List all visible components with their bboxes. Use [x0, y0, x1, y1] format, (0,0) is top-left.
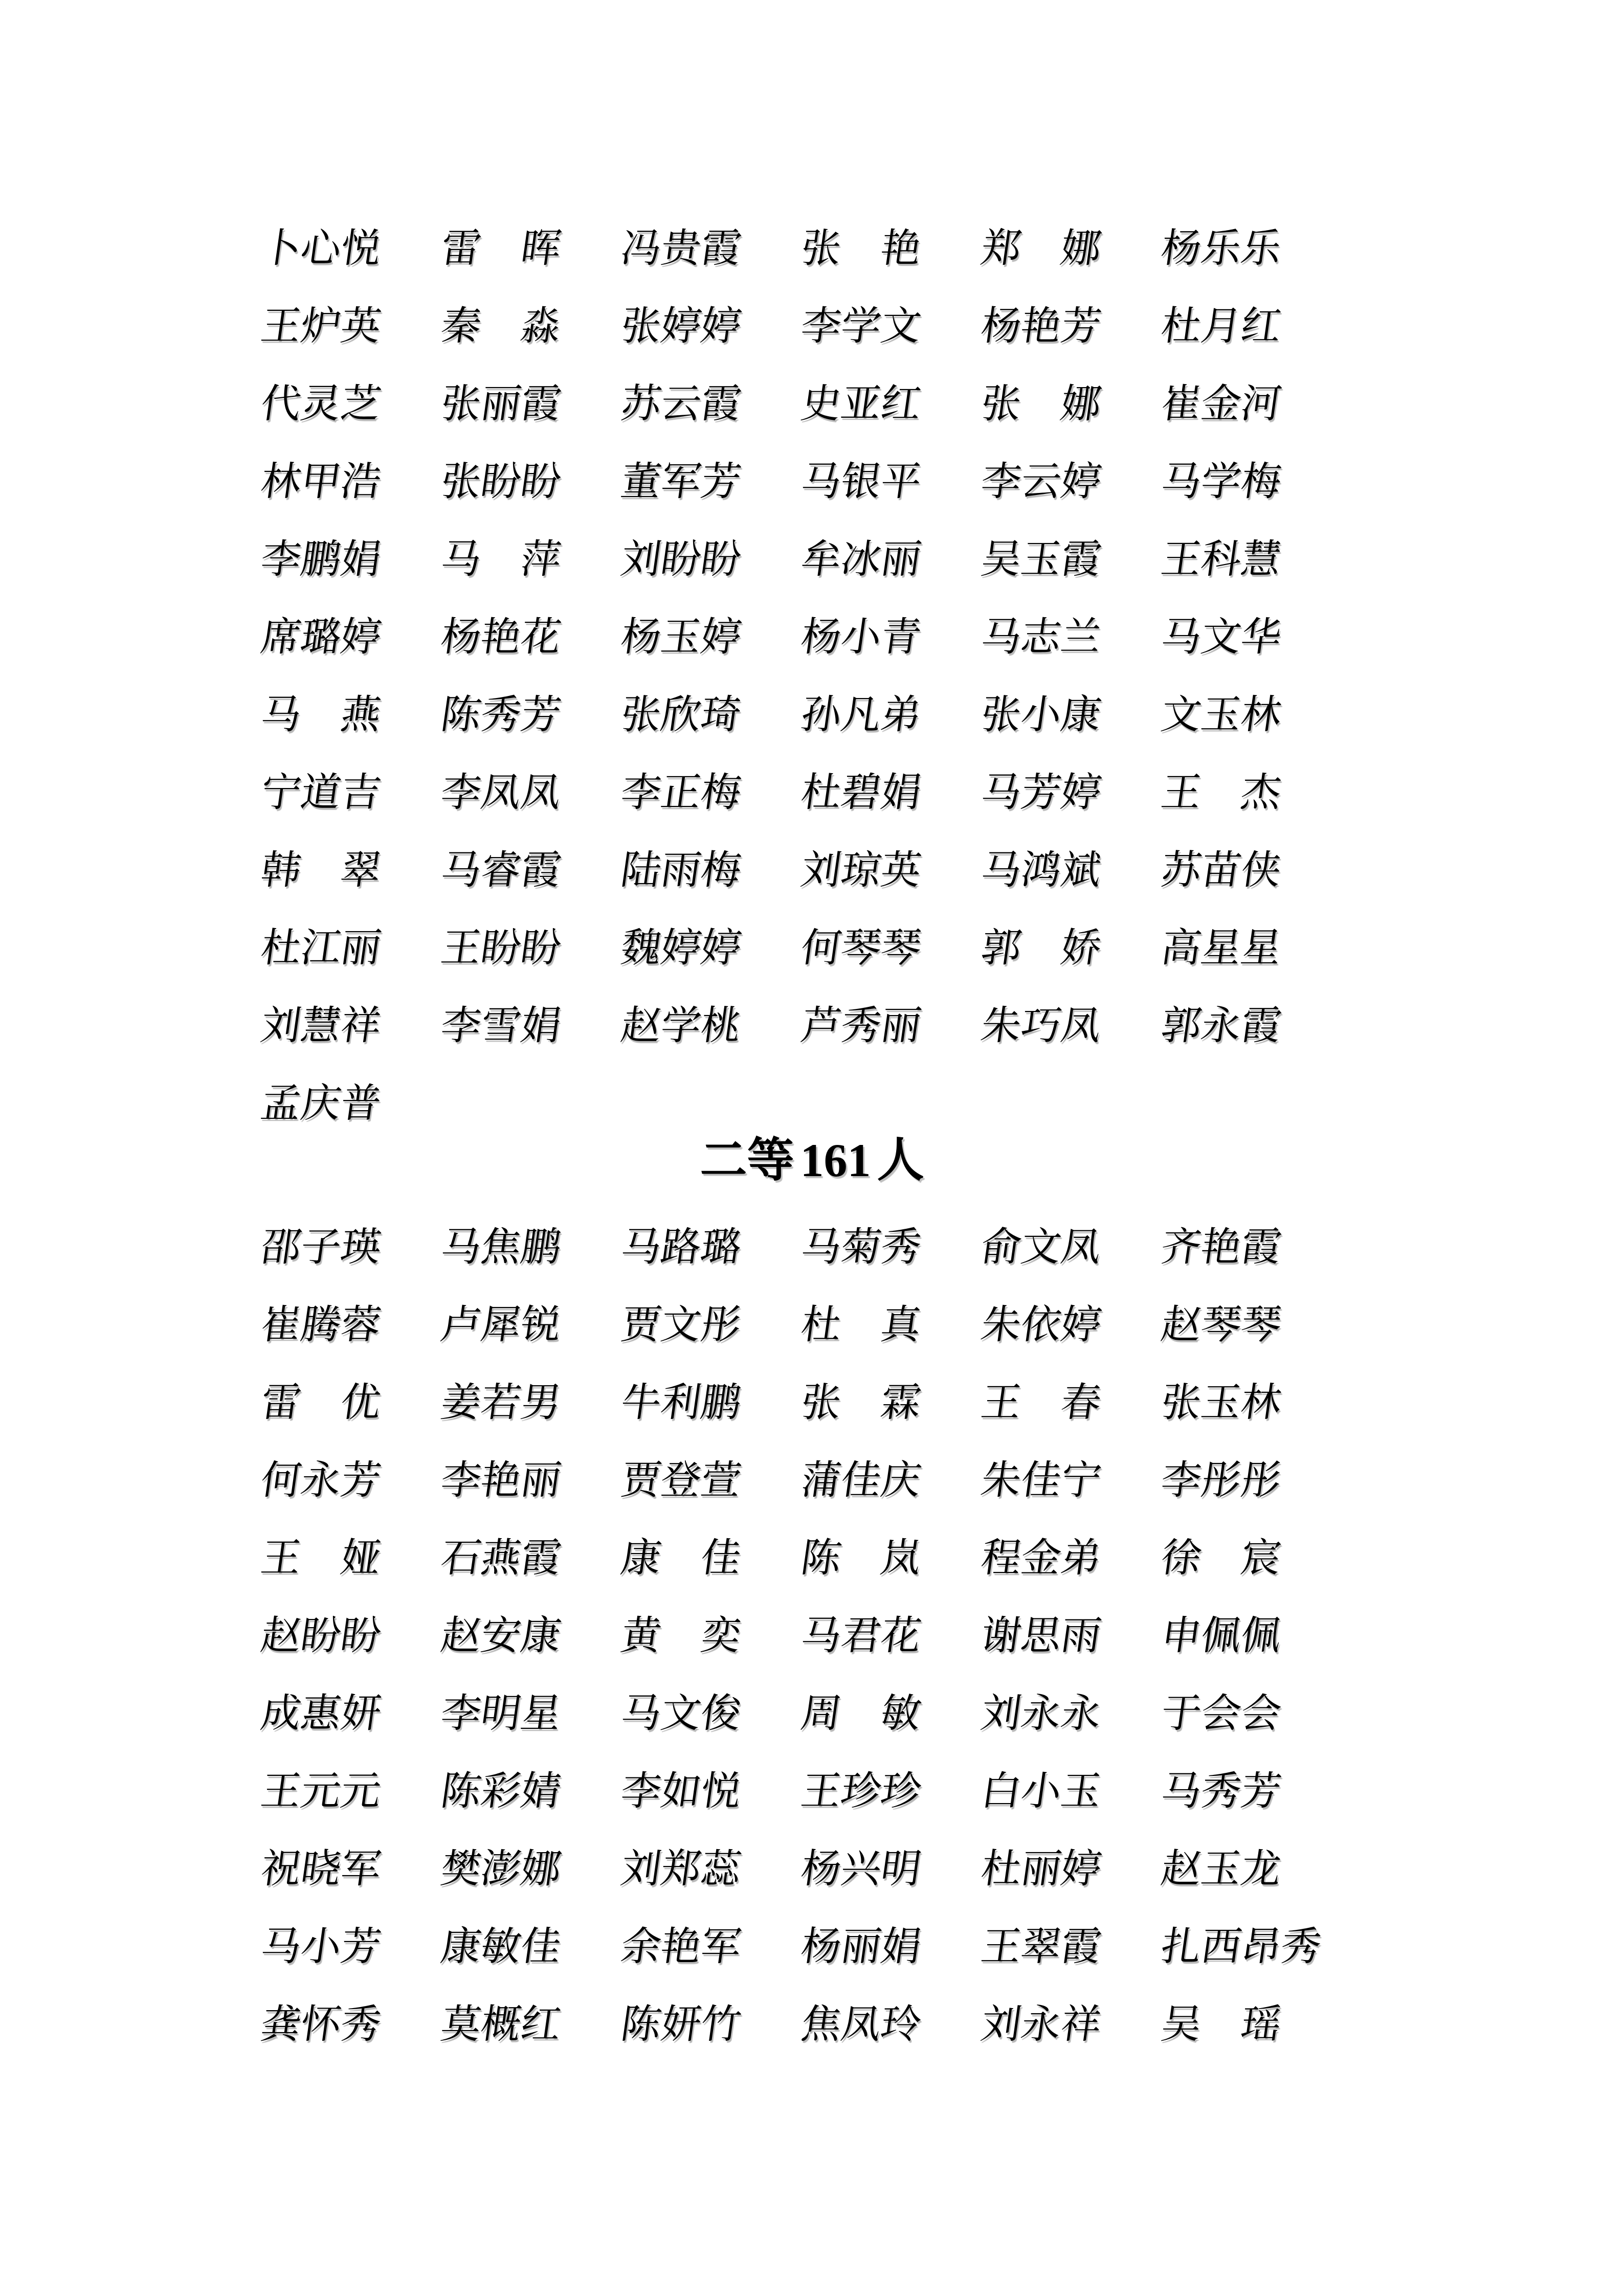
person-name [798, 1924, 924, 1969]
person-name [978, 1380, 1104, 1425]
person-name [258, 1003, 384, 1048]
person-name-text: 陈妍竹 [618, 2002, 744, 2046]
person-name-text: 陈彩婧 [438, 1769, 564, 1813]
person-name-text: 杨乐乐 [1158, 226, 1284, 271]
person-name [798, 1003, 924, 1048]
person-name-text: 芦秀丽 [798, 1003, 924, 1048]
person-name [798, 537, 924, 581]
person-name-text: 李明星 [438, 1691, 564, 1736]
person-name-text: 王科慧 [1158, 537, 1284, 581]
person-name [258, 1536, 384, 1580]
person-name [258, 537, 384, 581]
name-row [258, 676, 1624, 754]
person-name [798, 1691, 924, 1736]
person-name-text: 杜 真 [798, 1302, 924, 1347]
person-name-text: 陆雨梅 [618, 848, 744, 892]
person-name-text: 李鹏娟 [258, 537, 384, 581]
person-name [1158, 226, 1284, 271]
person-name [798, 692, 924, 737]
person-name-text: 李云婷 [978, 459, 1104, 504]
person-name [798, 1458, 924, 1502]
person-name-text: 赵安康 [438, 1613, 564, 1658]
person-name [978, 1536, 1104, 1580]
person-name [798, 381, 924, 426]
person-name-text: 卜心悦 [258, 226, 384, 271]
person-name [618, 226, 744, 271]
person-name [798, 1225, 924, 1269]
person-name [618, 848, 744, 892]
name-row [258, 287, 1624, 365]
person-name-text: 杜丽婷 [978, 1847, 1104, 1891]
person-name-text: 马路璐 [618, 1225, 744, 1269]
person-name-text: 杜月红 [1158, 304, 1284, 348]
person-name [978, 1924, 1104, 1969]
person-name-text: 王元元 [258, 1769, 384, 1813]
person-name [978, 1458, 1104, 1502]
person-name-text: 莫概红 [438, 2002, 564, 2046]
person-name [258, 770, 384, 815]
person-name-text: 徐 宸 [1158, 1536, 1284, 1580]
name-row [258, 1519, 1624, 1597]
person-name [1158, 459, 1284, 504]
person-name [438, 615, 564, 659]
person-name [798, 1380, 924, 1425]
person-name [618, 1003, 744, 1048]
person-name [1158, 2002, 1284, 2046]
person-name [618, 1769, 744, 1813]
person-name [618, 459, 744, 504]
person-name [438, 1924, 564, 1969]
person-name [438, 1536, 564, 1580]
person-name [618, 1302, 744, 1347]
person-name [978, 1769, 1104, 1813]
person-name-text: 苏苗侠 [1158, 848, 1284, 892]
person-name-text: 陈秀芳 [438, 692, 564, 737]
person-name-text: 齐艳霞 [1158, 1225, 1284, 1269]
name-row [258, 210, 1624, 287]
person-name [438, 459, 564, 504]
person-name-text: 郑 娜 [978, 226, 1104, 271]
person-name-text: 文玉林 [1158, 692, 1284, 737]
person-name [1158, 1225, 1284, 1269]
person-name-text: 杨兴明 [798, 1847, 924, 1891]
person-name-text: 王 杰 [1158, 770, 1284, 815]
person-name [258, 2002, 384, 2046]
person-name [978, 537, 1104, 581]
person-name [618, 1847, 744, 1891]
person-name-text: 石燕霞 [438, 1536, 564, 1580]
person-name [978, 1691, 1104, 1736]
person-name-text: 刘琼英 [798, 848, 924, 892]
name-row [258, 443, 1624, 521]
person-name-text: 崔金河 [1158, 381, 1284, 426]
name-row [258, 1286, 1624, 1364]
person-name [978, 226, 1104, 271]
person-name [978, 848, 1104, 892]
person-name-text: 赵琴琴 [1158, 1302, 1284, 1347]
person-name-text: 牟冰丽 [798, 537, 924, 581]
person-name-text: 代灵芝 [258, 381, 384, 426]
person-name-text: 冯贵霞 [618, 226, 744, 271]
person-name [438, 304, 564, 348]
person-name [1158, 1302, 1284, 1347]
person-name [978, 1613, 1104, 1658]
person-name-text: 秦 淼 [438, 304, 564, 348]
person-name-text: 何永芳 [258, 1458, 384, 1502]
person-name-text: 刘盼盼 [618, 537, 744, 581]
person-name-text: 赵玉龙 [1158, 1847, 1284, 1891]
person-name-text: 王 春 [978, 1380, 1104, 1425]
person-name [1158, 1003, 1284, 1048]
name-row [258, 1986, 1624, 2063]
person-name-text: 周 敏 [798, 1691, 924, 1736]
person-name [618, 537, 744, 581]
person-name [438, 926, 564, 970]
person-name-text: 成惠妍 [258, 1691, 384, 1736]
person-name [618, 926, 744, 970]
person-name-text: 马菊秀 [798, 1225, 924, 1269]
person-name-text: 吴玉霞 [978, 537, 1104, 581]
person-name-text: 朱佳宁 [978, 1458, 1104, 1502]
person-name [618, 1458, 744, 1502]
person-name [798, 304, 924, 348]
person-name-text: 王翠霞 [978, 1924, 1104, 1969]
name-row [258, 1908, 1624, 1986]
person-name-text: 马君花 [798, 1613, 924, 1658]
person-name [978, 1847, 1104, 1891]
name-row [258, 1752, 1624, 1830]
person-name-text: 张玉林 [1158, 1380, 1284, 1425]
person-name [438, 1302, 564, 1347]
person-name-text: 姜若男 [438, 1380, 564, 1425]
person-name [1158, 381, 1284, 426]
person-name-text: 马志兰 [978, 615, 1104, 659]
person-name-text: 孟庆普 [258, 1081, 384, 1126]
person-name [798, 226, 924, 271]
person-name-text: 史亚红 [798, 381, 924, 426]
person-name-text: 樊澎娜 [438, 1847, 564, 1891]
person-name [1158, 1380, 1284, 1425]
person-name [438, 770, 564, 815]
person-name [798, 1302, 924, 1347]
name-row [258, 1830, 1624, 1908]
person-name-text: 雷 优 [258, 1380, 384, 1425]
name-list-second-grade [258, 1208, 1624, 2063]
person-name [1158, 1924, 1324, 1969]
name-row [258, 1675, 1624, 1752]
person-name-text: 郭 娇 [978, 926, 1104, 970]
person-name [1158, 1458, 1284, 1502]
person-name-text: 白小玉 [978, 1769, 1104, 1813]
name-row [258, 598, 1624, 676]
person-name [258, 381, 384, 426]
person-name-text: 雷 晖 [438, 226, 564, 271]
person-name [258, 459, 384, 504]
person-name-text: 李正梅 [618, 770, 744, 815]
heading-count: 161 [800, 1134, 871, 1186]
person-name-text: 马小芳 [258, 1924, 384, 1969]
person-name-text: 王 娅 [258, 1536, 384, 1580]
person-name-text: 杨小青 [798, 615, 924, 659]
person-name-text: 黄 奕 [618, 1613, 744, 1658]
person-name [618, 770, 744, 815]
person-name-text: 康 佳 [618, 1536, 744, 1580]
person-name [618, 692, 744, 737]
person-name [438, 692, 564, 737]
person-name [618, 1225, 744, 1269]
heading-suffix: 人 [877, 1134, 924, 1186]
person-name [798, 1847, 924, 1891]
person-name-text: 刘永永 [978, 1691, 1104, 1736]
person-name-text: 李彤彤 [1158, 1458, 1284, 1502]
person-name [1158, 615, 1284, 659]
second-grade-heading [258, 1124, 1366, 1196]
person-name [618, 1613, 744, 1658]
person-name [618, 304, 744, 348]
person-name-text: 张丽霞 [438, 381, 564, 426]
person-name [978, 926, 1104, 970]
person-name [978, 1003, 1104, 1048]
person-name [1158, 1691, 1284, 1736]
person-name [1158, 848, 1284, 892]
person-name-text: 马鸿斌 [978, 848, 1104, 892]
person-name [438, 1613, 564, 1658]
person-name-text: 马秀芳 [1158, 1769, 1284, 1813]
person-name [618, 2002, 744, 2046]
person-name-text: 张 霖 [798, 1380, 924, 1425]
person-name-text: 王盼盼 [438, 926, 564, 970]
person-name-text: 何琴琴 [798, 926, 924, 970]
person-name-text: 马睿霞 [438, 848, 564, 892]
person-name-text: 马学梅 [1158, 459, 1284, 504]
name-row [258, 1442, 1624, 1519]
person-name-text: 程金弟 [978, 1536, 1104, 1580]
person-name [258, 848, 384, 892]
person-name-text: 马银平 [798, 459, 924, 504]
person-name [438, 1225, 564, 1269]
person-name-text: 刘郑蕊 [618, 1847, 744, 1891]
person-name [438, 1458, 564, 1502]
person-name-text: 李凤凤 [438, 770, 564, 815]
person-name-text: 祝晓军 [258, 1847, 384, 1891]
person-name [258, 1924, 384, 1969]
person-name-text: 蒲佳庆 [798, 1458, 924, 1502]
person-name [1158, 1847, 1284, 1891]
person-name-text: 刘慧祥 [258, 1003, 384, 1048]
person-name [798, 2002, 924, 2046]
heading-prefix: 二等 [700, 1134, 794, 1186]
person-name-text: 张小康 [978, 692, 1104, 737]
person-name-text: 张欣琦 [618, 692, 744, 737]
person-name-text: 贾登萱 [618, 1458, 744, 1502]
person-name [978, 459, 1104, 504]
person-name-text: 李雪娟 [438, 1003, 564, 1048]
person-name-text: 李如悦 [618, 1769, 744, 1813]
person-name [258, 1380, 384, 1425]
person-name [618, 1691, 744, 1736]
person-name-text: 焦凤玲 [798, 2002, 924, 2046]
person-name [978, 304, 1104, 348]
person-name-text: 杨丽娟 [798, 1924, 924, 1969]
person-name [978, 2002, 1104, 2046]
name-list-top [258, 210, 1624, 1142]
name-row [258, 831, 1624, 909]
person-name [618, 1380, 744, 1425]
person-name-text: 席璐婷 [258, 615, 384, 659]
person-name [618, 381, 744, 426]
person-name-text: 杨艳芳 [978, 304, 1104, 348]
person-name [258, 1769, 384, 1813]
person-name [258, 1225, 384, 1269]
person-name [1158, 1613, 1284, 1658]
person-name [1158, 770, 1284, 815]
person-name-text: 余艳军 [618, 1924, 744, 1969]
person-name [438, 381, 564, 426]
person-name [618, 1924, 744, 1969]
person-name-text: 张婷婷 [618, 304, 744, 348]
person-name [1158, 926, 1284, 970]
person-name-text: 刘永祥 [978, 2002, 1104, 2046]
person-name-text: 张 娜 [978, 381, 1104, 426]
person-name-text: 马文俊 [618, 1691, 744, 1736]
person-name-text: 陈 岚 [798, 1536, 924, 1580]
person-name [798, 615, 924, 659]
name-row [258, 987, 1624, 1065]
person-name [258, 1302, 384, 1347]
person-name [438, 1003, 564, 1048]
name-row [258, 521, 1624, 598]
person-name-text: 牛利鹏 [618, 1380, 744, 1425]
person-name-text: 杨玉婷 [618, 615, 744, 659]
person-name [1158, 537, 1284, 581]
person-name [978, 1225, 1104, 1269]
person-name-text: 龚怀秀 [258, 2002, 384, 2046]
person-name [978, 770, 1104, 815]
person-name [438, 226, 564, 271]
person-name-text: 魏婷婷 [618, 926, 744, 970]
person-name-text: 俞文凤 [978, 1225, 1104, 1269]
person-name [1158, 1769, 1284, 1813]
person-name-text: 贾文彤 [618, 1302, 744, 1347]
name-row [258, 1597, 1624, 1675]
name-row [258, 909, 1624, 987]
person-name [258, 615, 384, 659]
person-name [978, 1302, 1104, 1347]
person-name [798, 770, 924, 815]
person-name [798, 1536, 924, 1580]
person-name-text: 申佩佩 [1158, 1613, 1284, 1658]
person-name-text: 于会会 [1158, 1691, 1284, 1736]
person-name-text: 杜江丽 [258, 926, 384, 970]
person-name-text: 王炉英 [258, 304, 384, 348]
person-name [438, 1691, 564, 1736]
person-name [798, 926, 924, 970]
name-row [258, 754, 1624, 831]
person-name [258, 226, 384, 271]
person-name-text: 吴 瑶 [1158, 2002, 1284, 2046]
person-name [1158, 1536, 1284, 1580]
person-name-text: 谢思雨 [978, 1613, 1104, 1658]
person-name-text: 张 艳 [798, 226, 924, 271]
person-name [1158, 304, 1284, 348]
person-name [798, 1613, 924, 1658]
person-name [978, 381, 1104, 426]
person-name [618, 1536, 744, 1580]
person-name-text: 赵学桃 [618, 1003, 744, 1048]
person-name [438, 1847, 564, 1891]
person-name-text: 马文华 [1158, 615, 1284, 659]
person-name-text: 朱巧凤 [978, 1003, 1104, 1048]
person-name-text: 卢犀锐 [438, 1302, 564, 1347]
person-name [438, 1769, 564, 1813]
person-name [258, 926, 384, 970]
person-name [438, 2002, 564, 2046]
person-name [798, 459, 924, 504]
person-name-text: 苏云霞 [618, 381, 744, 426]
person-name-text: 杜碧娟 [798, 770, 924, 815]
person-name [258, 1691, 384, 1736]
person-name-text: 邵子瑛 [258, 1225, 384, 1269]
person-name [798, 1769, 924, 1813]
person-name-text: 扎西昂秀 [1158, 1924, 1324, 1969]
person-name-text: 韩 翠 [258, 848, 384, 892]
person-name [258, 1847, 384, 1891]
person-name [258, 1613, 384, 1658]
person-name-text: 杨艳花 [438, 615, 564, 659]
person-name [438, 537, 564, 581]
person-name-text: 康敏佳 [438, 1924, 564, 1969]
person-name-text: 马焦鹏 [438, 1225, 564, 1269]
person-name [978, 692, 1104, 737]
person-name-text: 崔腾蓉 [258, 1302, 384, 1347]
person-name-text: 孙凡弟 [798, 692, 924, 737]
person-name-text: 马 萍 [438, 537, 564, 581]
person-name-text: 赵盼盼 [258, 1613, 384, 1658]
person-name [438, 1380, 564, 1425]
person-name-text: 李学文 [798, 304, 924, 348]
name-row [258, 1364, 1624, 1442]
person-name-text: 张盼盼 [438, 459, 564, 504]
person-name-text: 郭永霞 [1158, 1003, 1284, 1048]
person-name [258, 1458, 384, 1502]
person-name-text: 马芳婷 [978, 770, 1104, 815]
person-name [258, 1081, 384, 1126]
person-name [258, 304, 384, 348]
name-row [258, 1208, 1624, 1286]
person-name-text: 王珍珍 [798, 1769, 924, 1813]
person-name-text: 高星星 [1158, 926, 1284, 970]
person-name [258, 692, 384, 737]
person-name [1158, 692, 1284, 737]
person-name-text: 林甲浩 [258, 459, 384, 504]
person-name [618, 615, 744, 659]
person-name [978, 615, 1104, 659]
person-name-text: 李艳丽 [438, 1458, 564, 1502]
person-name [438, 848, 564, 892]
person-name-text: 马 燕 [258, 692, 384, 737]
name-row [258, 365, 1624, 443]
person-name [798, 848, 924, 892]
person-name-text: 宁道吉 [258, 770, 384, 815]
person-name-text: 朱依婷 [978, 1302, 1104, 1347]
person-name-text: 董军芳 [618, 459, 744, 504]
